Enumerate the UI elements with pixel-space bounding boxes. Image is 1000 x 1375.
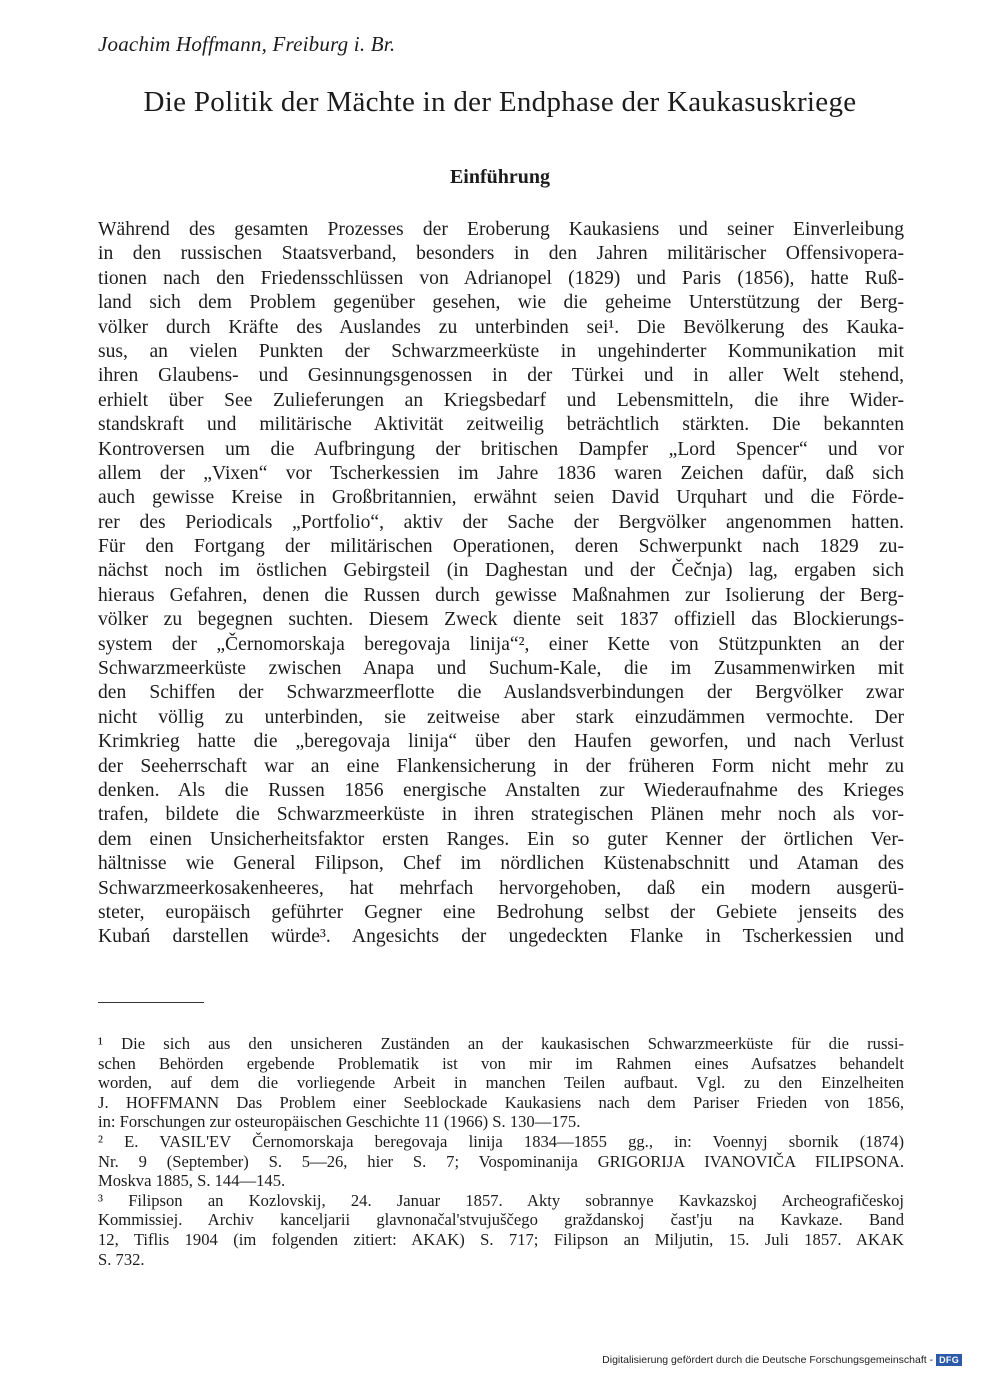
body-line: Während des gesamten Prozesses der Eroberung Kaukasiens und seiner Einverleibung: [98, 219, 904, 240]
footnote-line: Nr. 9 (September) S. 5—26, hier S. 7; Vospominanija GRIGORIJA IVANOVIČA FILIPSONA.: [98, 1151, 904, 1171]
footnote-line: 12, Tiflis 1904 (im folgenden zitiert: AKAK) S. 717; Filipson an Miljutin, 15. Juli 1857. AKAK: [98, 1229, 904, 1249]
body-line: tionen nach den Friedensschlüssen von Adrianopel (1829) und Paris (1856), hatte Ruß-: [98, 267, 904, 289]
footnote-divider: [98, 1002, 204, 1003]
section-heading: Einführung: [449, 166, 551, 188]
dfg-logo: DFG: [936, 1354, 962, 1366]
body-line: land sich dem Problem gegenüber gesehen, wie die geheime Unterstützung der Berg-: [98, 292, 904, 314]
body-line: steter, europäisch geführter Gegner eine Bedrohung selbst der Gebiete jenseits des: [98, 901, 904, 923]
footnote-line: ² E. VASIL'EV Černomorskaja beregovaja linija 1834—1855 gg., in: Voennyj sbornik (1874): [98, 1131, 904, 1151]
body-line: system der „Černomorskaja beregovaja linija“², einer Kette von Stützpunkten an der: [98, 633, 904, 655]
body-line: nicht völlig zu unterbinden, sie zeitweise aber stark einzudämmen vermochte. Der: [98, 706, 904, 728]
body-line: den Schiffen der Schwarzmeerflotte die Auslandsverbindungen der Bergvölker zwar: [98, 682, 904, 704]
author-line: Joachim Hoffmann, Freiburg i. Br.: [98, 32, 396, 56]
footnote-line: in: Forschungen zur osteuropäischen Geschichte 11 (1966) S. 130—175.: [98, 1112, 581, 1132]
body-line: völker durch Kräfte des Auslandes zu unterbinden sei¹. Die Bevölkerung des Kauka-: [98, 316, 904, 338]
body-line: Krimkrieg hatte die „beregovaja linija“ über den Haufen geworfen, und nach Verlust: [98, 731, 904, 753]
body-line: denken. Als die Russen 1856 energische Anstalten zur Wiederaufnahme des Krieges: [98, 779, 904, 801]
body-line: standskraft und militärische Aktivität zeitweilig beträchtlich stärkten. Die bekannten: [98, 414, 904, 436]
body-line: Schwarzmeerkosakenheeres, hat mehrfach hervorgehoben, daß ein modern ausgerü-: [98, 877, 904, 899]
body-line: trafen, bildete die Schwarzmeerküste in ihren strategischen Plänen mehr noch als vor-: [98, 804, 904, 826]
body-line: hieraus Gefahren, denen die Russen durch gewisse Maßnahmen zur Isolierung der Berg-: [98, 584, 904, 606]
body-line: sus, an vielen Punkten der Schwarzmeerküste in ungehinderter Kommunikation mit: [98, 340, 904, 362]
footnote-line: worden, auf dem die vorliegende Arbeit in manchen Teilen aufbaut. Vgl. zu den Einzelheiten: [98, 1073, 904, 1093]
credit-text: Digitalisierung gefördert durch die Deutsche Forschungsgemeinschaft -: [602, 1354, 934, 1366]
body-line: allem der „Vixen“ vor Tscherkessien im Jahre 1836 waren Zeichen dafür, daß sich: [98, 462, 904, 484]
body-line: Kubań darstellen würde³. Angesichts der ungedeckten Flanke in Tscherkessien und: [98, 926, 904, 948]
footnote-line: Kommissiej. Archiv kanceljarii glavnonačal'stvujuščego graždanskoj čast'ju na Kavkaze. Band: [98, 1210, 904, 1230]
body-line: nächst noch im östlichen Gebirgsteil (in Daghestan und der Čečnja) lag, ergaben sich: [98, 560, 904, 582]
body-line: völker zu begegnen suchten. Diesem Zweck diente seit 1837 offiziell das Blockierungs-: [98, 609, 904, 631]
body-line: in den russischen Staatsverband, besonders in den Jahren militärischer Offensivopera-: [98, 243, 904, 265]
body-line: Für den Fortgang der militärischen Operationen, deren Schwerpunkt nach 1829 zu-: [98, 536, 904, 558]
body-line: erhielt über See Zulieferungen an Kriegsbedarf und Lebensmitteln, die ihre Wider-: [98, 389, 904, 411]
digitization-credit: [602, 1354, 962, 1366]
body-line: hältnisse wie General Filipson, Chef im nördlichen Küstenabschnitt und Ataman des: [98, 853, 904, 875]
body-line: Schwarzmeerküste zwischen Anapa und Suchum-Kale, die im Zusammenwirken mit: [98, 658, 904, 680]
footnote-line: schen Behörden ergebende Problematik ist von mir im Rahmen eines Aufsatzes behandelt: [98, 1053, 904, 1073]
body-line: ihren Glaubens- und Gesinnungsgenossen in der Türkei und in aller Welt stehend,: [98, 365, 904, 387]
article-title: Die Politik der Mächte in der Endphase der Kaukasuskriege: [143, 86, 857, 118]
footnote-line: ¹ Die sich aus den unsicheren Zuständen an der kaukasischen Schwarzmeerküste für die russi-: [98, 1034, 904, 1053]
footnote-line: Moskva 1885, S. 144—145.: [98, 1171, 286, 1191]
body-line: der Seeherrschaft war an eine Flankensicherung in der früheren Form nicht mehr zu: [98, 755, 904, 777]
body-text: [98, 218, 904, 950]
body-line: rer des Periodicals „Portfolio“, aktiv der Sache der Bergvölker angenommen hatten.: [98, 511, 904, 533]
footnotes: [98, 1034, 904, 1269]
footnote-line: S. 732.: [98, 1249, 145, 1269]
body-line: dem einen Unsicherheitsfaktor ersten Ranges. Ein so guter Kenner der örtlichen Ver-: [98, 828, 904, 850]
body-line: Kontroversen um die Aufbringung der britischen Dampfer „Lord Spencer“ und vor: [98, 438, 904, 460]
footnote-line: ³ Filipson an Kozlovskij, 24. Januar 1857. Akty sobrannye Kavkazskoj Archeografičeskoj: [98, 1190, 904, 1210]
footnote-line: J. HOFFMANN Das Problem einer Seeblockade Kaukasiens nach dem Pariser Frieden von 1856,: [98, 1092, 904, 1112]
body-line: auch gewisse Kreise in Großbritannien, erwähnt seien David Urquhart und die Förde-: [98, 487, 904, 509]
